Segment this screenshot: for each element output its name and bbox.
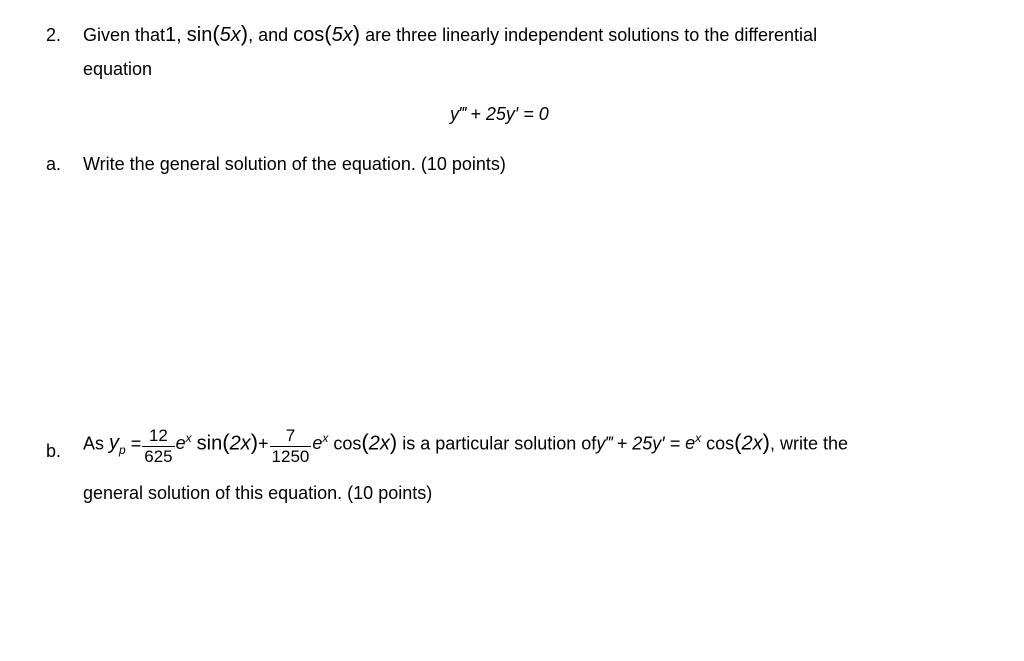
cos-argument: 5x [331, 24, 353, 46]
write-the-text: , write the [769, 433, 848, 454]
exp-term-3: $e^x$ [685, 431, 702, 454]
solution-one: 1, [165, 24, 182, 46]
part-a-label: a. [46, 154, 62, 174]
part-b-formula-line: As $y_p$ = $\frac{12}{625}$ $e^x$ sin(2x)+ $\frac{7}{1250}$ $e^x$ cos(2x) is a particular solution ofy‴ + $25y' = e^x$ cos(2x), write the [83, 426, 848, 466]
de-lhs: y‴ + 25y′ = [596, 433, 681, 454]
plus-sign: + [258, 433, 269, 454]
cos-term-2: cos [706, 433, 735, 454]
given-that-text: Given that [83, 25, 166, 45]
intro-rest-text: are three linearly independent solutions to the differential [365, 25, 818, 45]
intro-line-two: equation [83, 59, 153, 79]
cos-term-1: cos [333, 433, 362, 454]
exp-term-2: $e^x$ [312, 431, 329, 454]
sin-function: sin [186, 24, 213, 46]
and-text: , and [248, 25, 289, 45]
fraction-2-numerator: 7 [270, 426, 312, 447]
fraction-1-numerator: 12 [142, 426, 174, 447]
fraction-12-625 [142, 426, 174, 467]
fraction-1-denominator: 625 [144, 447, 173, 466]
differential-equation: y‴ + 25y′ = 0 [450, 104, 549, 124]
exp-term-1: $e^x$ [175, 431, 192, 454]
equals-sign: = [130, 433, 142, 454]
particular-solution-text: is a particular solution of [402, 433, 597, 454]
fraction-2-denominator: 1250 [271, 447, 310, 466]
problem-number: 2. [46, 25, 62, 45]
part-a-text: Write the general solution of the equation. (10 points) [83, 154, 506, 174]
fraction-7-1250 [270, 426, 312, 467]
cos-function: cos [293, 24, 325, 46]
sin-term: sin [196, 432, 223, 455]
as-text: As [83, 433, 105, 454]
sin-argument: 5x [219, 24, 241, 46]
cos-arg-2x-2: 2x [741, 432, 763, 455]
part-b-line-two: general solution of this equation. (10 points) [83, 483, 433, 503]
problem-intro-line: Given that1, sin(5x), and cos(5x) are three linearly independent solutions to the differential [83, 21, 818, 46]
sin-arg-2x: 2x [229, 432, 251, 455]
y-p-symbol: $y_p$ [109, 432, 126, 458]
part-b-label: b. [46, 441, 62, 461]
cos-arg-2x-1: 2x [368, 432, 390, 455]
